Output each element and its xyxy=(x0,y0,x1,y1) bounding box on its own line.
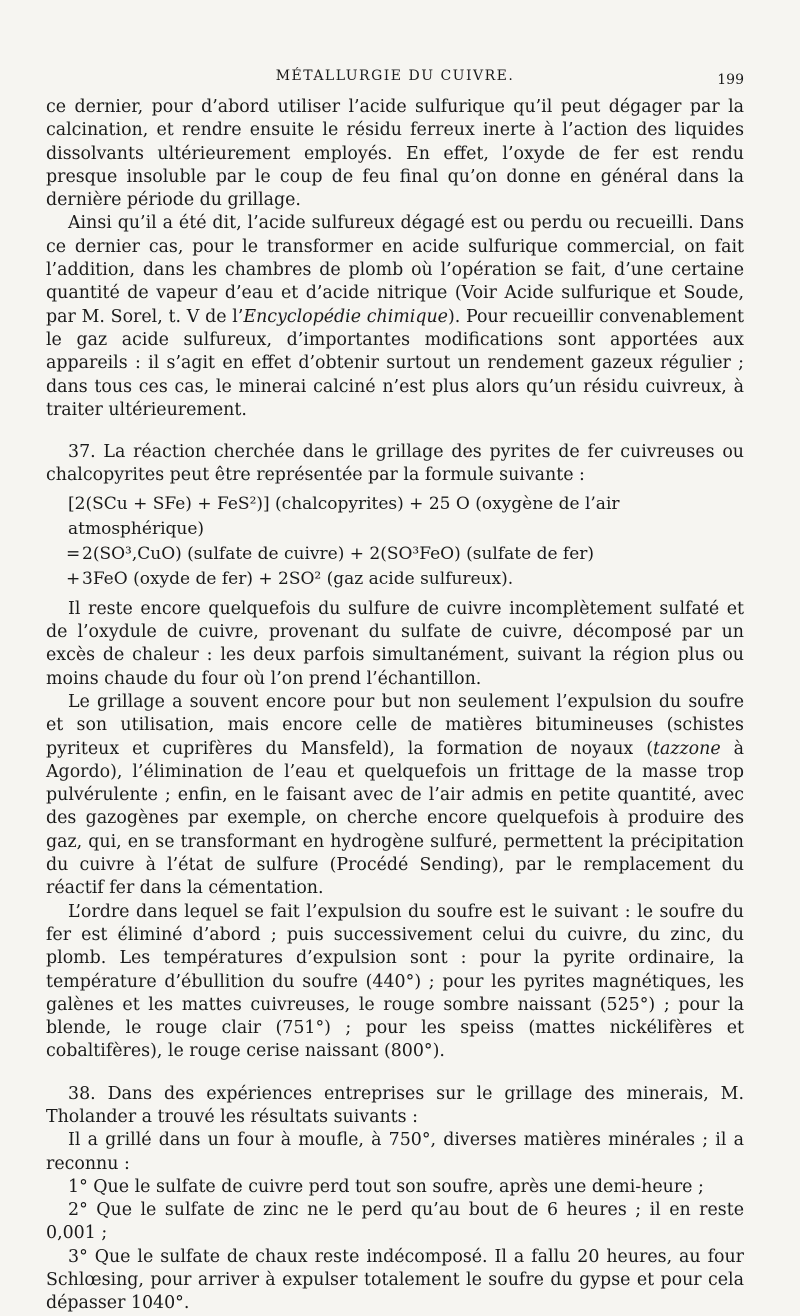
paragraph-continuation: ce dernier, pour d’abord utiliser l’acide sulfurique qu’il peut dégager par la calcination, et rendre ensuite le résidu ferreux inerte à l’action des liquides dissolvants ultérieurement employés. En effet, l’oxyde de fer est rendu presque insoluble par le coup de feu final qu’on donne en général dans la dernière période du grillage. xyxy=(46,97,744,211)
formula-line-3 xyxy=(46,567,744,592)
paragraph-roasting-purpose xyxy=(46,691,744,901)
section-38-intro: 38. Dans des expériences entreprises sur le grillage des minerais, M. Tholander a trouvé les résultats suivants : xyxy=(46,1083,744,1127)
equals-sign: = xyxy=(66,543,81,564)
paragraph-text: à Agordo), l’élimination de l’eau et quelquefois un frittage de la masse trop pulvérulente ; enfin, en le faisant avec de l’air admis en petite quantité, avec des gazogènes par exemple, on cherche encore quelquefois à produire des gaz, qui, en se transformant en hydrogène sulfuré, permettent la précipitation du cuivre à l’état de sulfure (Procédé Sending), par le remplacement du réactif fer dans la cémentation. xyxy=(46,738,744,899)
paragraph-residual-sulfide: Il reste encore quelquefois du sulfure de cuivre incomplètement sulfaté et de l’oxydule de cuivre, provenant du sulfate de cuivre, décomposé par un excès de chaleur : les deux parfois simultanément, suivant la région plus ou moins chaude du four où l’on prend l’échantillon. xyxy=(46,598,744,689)
paragraph-sulfurous-acid xyxy=(46,212,744,422)
encyclopedia-title: Encyclopédie chimique xyxy=(243,306,448,327)
formula-line-2 xyxy=(46,542,744,567)
plus-sign: + xyxy=(66,568,81,589)
formula-line-2-text: 2(SO³,CuO) (sulfate de cuivre) + 2(SO³FeO) (sulfate de fer) xyxy=(82,543,595,564)
paragraph-text: ). Pour recueillir convenablement le gaz acide sulfureux, d’importantes modifications sont apportées aux appareils : il s’agit en effet d’obtenir surtout un rendement gazeux régulier ; dans tous ces cas, le minerai calciné n’est plus alors qu’un résidu cuivreux, à traiter ultérieurement. xyxy=(46,306,745,420)
paragraph-expulsion-order: L’ordre dans lequel se fait l’expulsion du soufre est le suivant : le soufre du fer est éliminé d’abord ; puis successivement celui du cuivre, du zinc, du plomb. Les températures d’expulsion sont : pour la pyrite ordinaire, la température d’ébullition du soufre (440°) ; pour les pyrites magnétiques, les galènes et les mattes cuivreuses, le rouge sombre naissant (525°) ; pour la blende, le rouge clair (751°) ; pour les speiss (mattes nickélifères et cobaltifères), le rouge cerise naissant (800°). xyxy=(46,901,744,1062)
term-tazzone: tazzone xyxy=(653,738,721,759)
section-37-intro: 37. La réaction cherchée dans le grillage des pyrites de fer cuivreuses ou chalcopyrites peut être représentée par la formule suivante : xyxy=(46,442,744,486)
paragraph-text: Le grillage a souvent encore pour but non seulement l’expulsion du soufre et son utilisation, mais encore celle de matières bitumineuses (schistes pyriteux et cuprifères du Mansfeld), la formation de noyaux ( xyxy=(46,691,744,759)
paragraph-muffle-furnace: Il a grillé dans un four à moufle, à 750°, diverses matières minérales ; il a reconnu : xyxy=(46,1130,744,1174)
formula-line-1: [2(SCu + SFe) + FeS²)] (chalcopyrites) + 25 O (oxygène de l’air atmosphérique) xyxy=(68,493,620,539)
chemical-formula xyxy=(46,492,744,592)
page-number: 199 xyxy=(717,72,744,88)
list-item: 1° Que le sulfate de cuivre perd tout son soufre, après une demi-heure ; xyxy=(68,1176,704,1197)
running-head xyxy=(46,60,744,96)
running-title: MÉTALLURGIE DU CUIVRE. xyxy=(275,68,515,84)
formula-line-3-text: 3FeO (oxyde de fer) + 2SO² (gaz acide sulfureux). xyxy=(82,568,514,589)
list-item: 2° Que le sulfate de zinc ne le perd qu’au bout de 6 heures ; il en reste 0,001 ; xyxy=(46,1200,744,1244)
list-item: 3° Que le sulfate de chaux reste indécomposé. Il a fallu 20 heures, au four Schlœsing, pour arriver à expulser totalement le soufre du gypse et pour cela dépasser 1040°. xyxy=(46,1246,744,1314)
results-list xyxy=(46,1176,744,1316)
paragraph-text: Ainsi qu’il a été dit, l’acide sulfureux dégagé est ou perdu ou recueilli. Dans ce dernier cas, pour le transformer en acide sulfurique commercial, on fait l’addition, dans les chambres de plomb où l’opération se fait, d’une certaine quantité de vapeur d’eau et d’acide nitrique (Voir Acide sulfurique et Soude, par M. Sorel, t. V de l’ xyxy=(46,213,744,327)
